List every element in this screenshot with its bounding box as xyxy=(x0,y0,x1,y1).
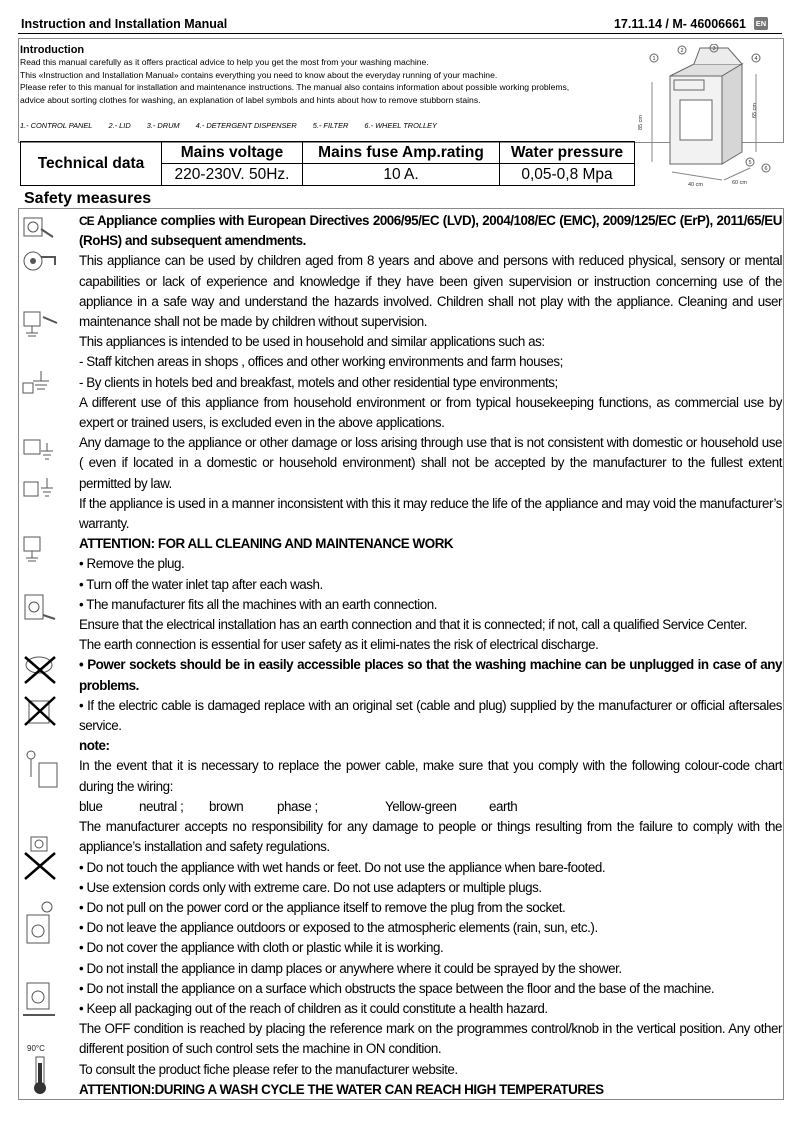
table-cell: 220-230V. 50Hz. xyxy=(162,164,303,186)
diagram-label: 4 xyxy=(754,56,758,62)
safety-title: Safety measures xyxy=(24,190,152,207)
table-row xyxy=(21,142,635,164)
staff-line: - Staff kitchen areas in shops , offices and other working environments and farm houses; xyxy=(79,354,563,370)
turn-off-line: • Turn off the water inlet tap after each wash. xyxy=(79,576,323,592)
part-item: 4.- DETERGENT DISPENSER xyxy=(195,121,297,130)
intended-use-paragraph: This appliances is intended to be used in household and similar applications such as: xyxy=(79,334,545,350)
intro-line: This «Instruction and Installation Manual» contains everything you need to know about the everyday running of your machine. xyxy=(20,69,498,80)
earth-socket-icon xyxy=(21,534,61,564)
part-item: 2.- LID xyxy=(108,121,131,130)
colour-item: blue xyxy=(79,798,103,814)
colour-item: neutral ; xyxy=(139,798,184,814)
temperature-label: 90°C xyxy=(27,1044,45,1053)
safety-bullet: • Do not pull on the power cord or the appliance itself to remove the plug from the socket. xyxy=(79,899,566,915)
washing-machine-diagram xyxy=(632,44,782,192)
no-wet-hands-icon xyxy=(21,835,61,881)
earth-plug-icon xyxy=(21,474,61,504)
thermometer-icon xyxy=(21,1041,61,1097)
safety-bullet: • Do not leave the appliance outdoors or exposed to the atmospheric elements (rain, sun, etc.). xyxy=(79,920,598,936)
manual-reference: 17.11.14 / M- 46006661 xyxy=(613,17,746,31)
table-cell: 0,05-0,8 Mpa xyxy=(500,164,635,186)
safety-bullet: • Do not install the appliance in damp places or anywhere where it could be sprayed by the shower. xyxy=(79,960,622,976)
column-header: Mains fuse Amp.rating xyxy=(303,142,500,164)
colour-item: phase ; xyxy=(277,798,318,814)
part-item: 5.- FILTER xyxy=(312,121,349,130)
language-badge: EN xyxy=(755,19,767,28)
remove-plug-line: • Remove the plug. xyxy=(79,556,185,572)
earth-connection-icon xyxy=(21,369,61,399)
safety-bullet: • Do not install the appliance on a surface which obstructs the space between the floor and the base of the machine. xyxy=(79,980,715,996)
earth-fit-line: • The manufacturer fits all the machines with an earth connection. xyxy=(79,596,438,612)
manual-title: Instruction and Installation Manual xyxy=(21,17,228,31)
column-header: Water pressure xyxy=(500,142,635,164)
technical-data-table xyxy=(20,141,635,186)
attention-cleaning-heading: ATTENTION: FOR ALL CLEANING AND MAINTENANCE WORK xyxy=(79,536,454,552)
directives-paragraph xyxy=(79,211,782,251)
cable-paragraph: • If the electric cable is damaged replace with an original set (cable and plug) supplied by the manufacturer or official aftersales service. xyxy=(79,697,782,734)
diagram-label: 1 xyxy=(652,56,656,62)
children-paragraph: This appliance can be used by children aged from 8 years and above and persons with reduced physical, sensory or mental capabilities or lack of experience and knowledge if they have been given supervision or instruction concerning use of the appliance in a safe way and understand the hazards involved. Children shall not play with the appliance. Cleaning and user maintenance shall not be made by children without supervision. xyxy=(79,253,782,330)
dimension-inner: 65 cm xyxy=(752,103,758,118)
page-header xyxy=(18,16,782,34)
sun-rain-machine-icon xyxy=(21,899,61,947)
parts-list xyxy=(20,121,451,130)
colour-intro-paragraph: In the event that it is necessary to replace the power cable, make sure that you comply with the following colour-code chart during the wiring: xyxy=(79,758,782,794)
diagram-label: 2 xyxy=(680,48,684,54)
socket-plug-icon xyxy=(21,215,55,243)
diagram-label: 5 xyxy=(748,160,752,166)
no-cable-icon xyxy=(21,651,61,685)
directives-text: Appliance complies with European Directives 2006/95/EC (LVD), 2004/108/EC (EMC), 2009/125/EC (ErP), 2011/65/EU (RoHS) and subsequent amendments. xyxy=(79,213,782,249)
dimension-width: 40 cm xyxy=(688,182,703,188)
safety-bullet: • Do not touch the appliance with wet hands or feet. Do not use the appliance when bare-footed. xyxy=(79,859,606,875)
diagram-label: 6 xyxy=(764,166,768,172)
intro-line: Please refer to this manual for installation and maintenance instructions. The manual also contains information about possible working problems, xyxy=(20,82,570,93)
part-item: 3.- DRUM xyxy=(146,121,180,130)
note-heading: note: xyxy=(79,738,110,754)
earth-socket-icon xyxy=(21,309,61,339)
no-cover-icon xyxy=(21,693,61,727)
safety-bullet: • Keep all packaging out of the reach of children as it could constitute a health hazard. xyxy=(79,1000,548,1016)
ensure-line: Ensure that the electrical installation has an earth connection and that it is connected; if not, call a qualified Service Center. xyxy=(79,617,748,633)
ce-mark: CE xyxy=(79,214,94,228)
sockets-paragraph: • Power sockets should be in easily accessible places so that the washing machine can be unplugged in case of any problems. xyxy=(79,657,782,693)
safety-text xyxy=(79,211,782,1100)
table-cell: 10 A. xyxy=(303,164,500,186)
part-item: 6.- WHEEL TROLLEY xyxy=(364,121,437,130)
colour-item: earth xyxy=(489,798,518,814)
product-fiche-line: To consult the product fiche please refer to the manufacturer website. xyxy=(79,1061,458,1077)
machine-unplug-icon xyxy=(21,593,61,623)
column-header: Mains voltage xyxy=(162,142,303,164)
safety-bullet: • Do not cover the appliance with cloth or plastic while it is working. xyxy=(79,940,444,956)
dimension-depth: 60 cm xyxy=(732,180,747,186)
intro-line: Read this manual carefully as it offers practical advice to help you get the most from your washing machine. xyxy=(20,57,429,68)
off-condition-paragraph: The OFF condition is reached by placing the reference mark on the programmes control/knob in the vertical position. Any other different position of such control sets the machine in ON condition. xyxy=(79,1021,782,1057)
colour-item: brown xyxy=(209,798,244,814)
person-machine-icon xyxy=(21,749,61,789)
technical-data-label: Technical data xyxy=(21,142,162,186)
safety-box xyxy=(18,208,784,1100)
machine-floor-icon xyxy=(21,979,61,1019)
attention-hot-water-heading: ATTENTION:DURING A WASH CYCLE THE WATER CAN REACH HIGH TEMPERATURES xyxy=(79,1081,604,1097)
intro-line: advice about sorting clothes for washing, an explanation of label symbols and hints about how to remove stubborn stains. xyxy=(20,94,481,105)
clients-line: - By clients in hotels bed and breakfast, motels and other residential type environments; xyxy=(79,374,558,390)
warranty-paragraph: If the appliance is used in a manner inconsistent with this it may reduce the life of the appliance and may void the manufacturer’s warranty. xyxy=(79,495,782,532)
earth-socket-icon xyxy=(21,437,61,467)
dimension-height: 85 cm xyxy=(638,115,644,130)
diagram-label: 3 xyxy=(712,46,716,52)
damage-paragraph: Any damage to the appliance or other damage or loss arising through use that is not consistent with domestic or household use ( even if located in a domestic or household environment) shall not be accepted by the manufacturer to the fullest extent permitted by law. xyxy=(79,435,782,491)
water-tap-icon xyxy=(21,247,59,277)
introduction-text xyxy=(20,44,650,106)
safety-bullet: • Use extension cords only with extreme care. Do not use adapters or multiple plugs. xyxy=(79,879,542,895)
colour-item: Yellow-green xyxy=(385,798,457,814)
different-use-paragraph: A different use of this appliance from household environment or from typical housekeeping functions, as commercial use by expert or trained users, is excluded even in the above applications. xyxy=(79,394,782,431)
responsibility-paragraph: The manufacturer accepts no responsibility for any damage to people or things resulting from the failure to comply with the appliance’s installation and safety regulations. xyxy=(79,819,782,855)
part-item: 1.- CONTROL PANEL xyxy=(20,121,93,130)
earth-essential-line: The earth connection is essential for user safety as it elimi-nates the risk of electrical discharge. xyxy=(79,637,599,653)
colour-code-chart xyxy=(79,797,782,817)
introduction-title: Introduction xyxy=(20,44,85,56)
